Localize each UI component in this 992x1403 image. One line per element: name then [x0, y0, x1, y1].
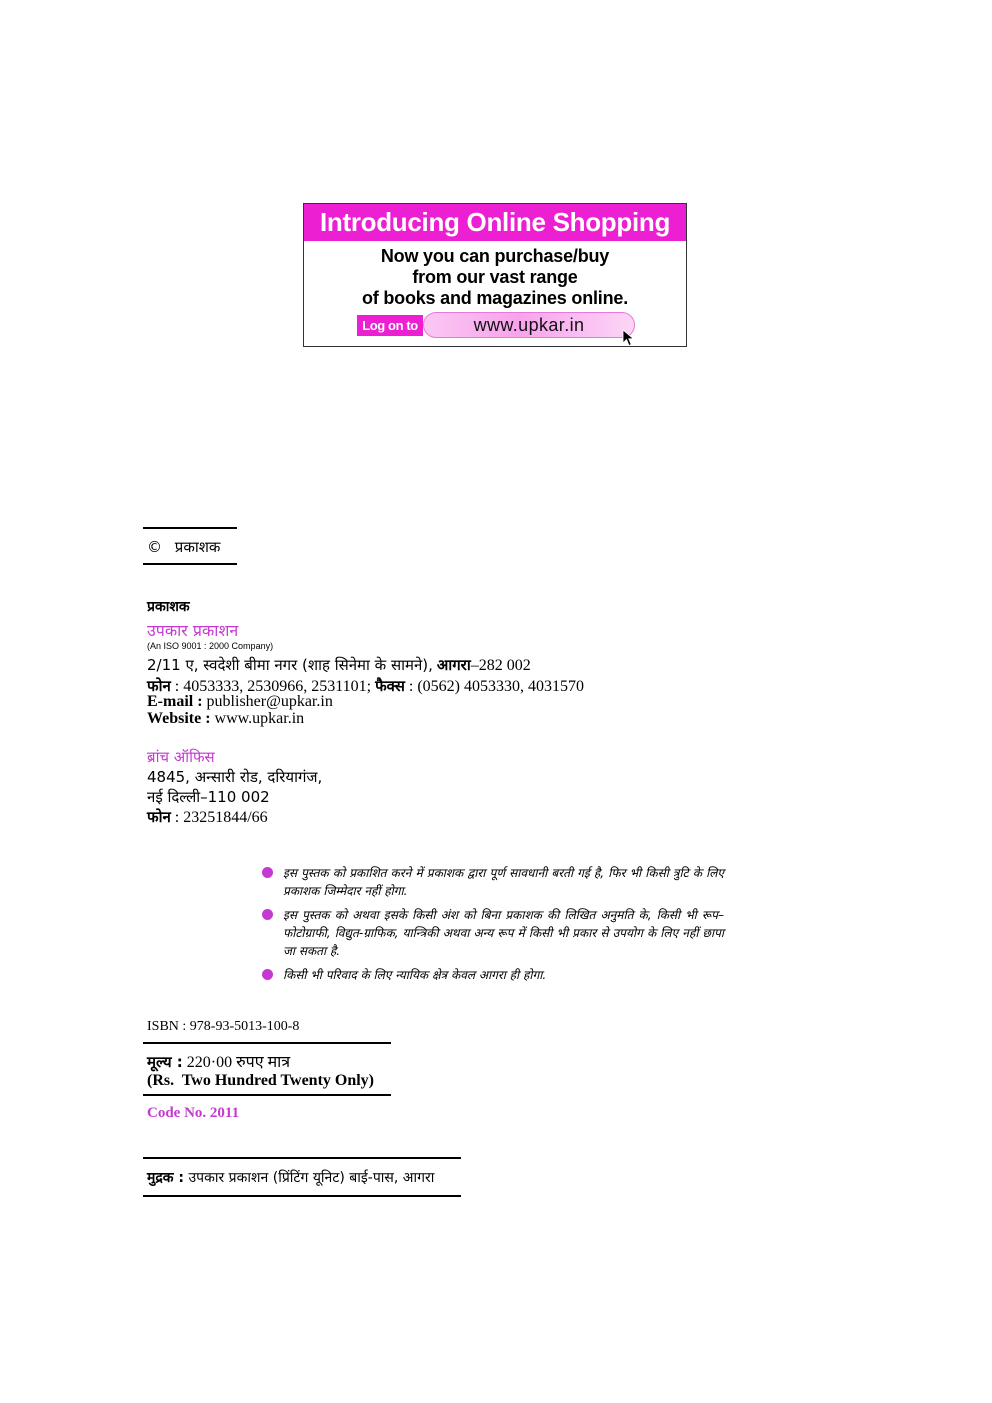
address-prefix: 2/11 ए, स्वदेशी बीमा नगर (शाह सिनेमा के सामने),	[147, 656, 433, 674]
ad-line-3: of books and magazines online.	[361, 288, 629, 308]
fax-numbers: : (0562) 4053330, 4031570	[408, 678, 584, 695]
disclaimer-text: किसी भी परिवाद के लिए न्यायिक क्षेत्र केवल आगरा ही होगा.	[283, 968, 547, 982]
email-address[interactable]: publisher@upkar.in	[206, 693, 333, 710]
printer-bottom-rule	[143, 1195, 461, 1197]
ad-url-link[interactable]: www.upkar.in	[423, 312, 635, 338]
branch-address-2-text: नई दिल्ली–110 002	[147, 788, 270, 806]
publisher-address	[147, 655, 531, 675]
printer-top-rule	[143, 1157, 461, 1159]
price-in-words: (Rs. Two Hundred Twenty Only)	[147, 1072, 375, 1089]
branch-title: ब्रांच ऑफिस	[147, 748, 215, 766]
ad-line-1: Now you can purchase/buy	[380, 246, 610, 266]
price-top-rule	[143, 1042, 391, 1044]
email-label: E-mail :	[147, 693, 203, 710]
copyright-line	[147, 537, 220, 557]
branch-phone	[147, 807, 268, 827]
code-number: Code No. 2011	[147, 1105, 240, 1121]
printer-value: उपकार प्रकाशन (प्रिंटिंग यूनिट) बाई-पास, आगरा	[188, 1170, 435, 1186]
address-pin: –282 002	[470, 657, 531, 674]
online-shopping-ad	[303, 203, 687, 347]
publisher-label: प्रकाशक	[147, 599, 190, 615]
fax-label: फैक्स	[375, 677, 405, 695]
website-line	[147, 710, 304, 728]
publisher-name: उपकार प्रकाशन	[147, 621, 239, 640]
bullet-dot-icon	[262, 969, 273, 980]
bullet-dot-icon	[262, 909, 273, 920]
ad-logon-label: Log on to	[357, 315, 423, 336]
website-label: Website :	[147, 710, 211, 727]
address-city: आगरा	[436, 656, 471, 674]
disclaimer-item	[262, 966, 724, 984]
branch-address-2	[147, 787, 270, 807]
disclaimer-text: इस पुस्तक को अथवा इसके किसी अंश को बिना प्रकाशक की लिखित अनुमति के, किसी भी रूप–फोटोग्राफी, विद्युत-ग्राफिक, यान्त्रिकी अथवा अन्य रूप में किसी भी प्रकार से उपयोग के लिए नहीं छापा जा सकता है.	[283, 908, 724, 958]
ad-header: Introducing Online Shopping	[304, 204, 686, 241]
branch-phone-label: फोन	[147, 808, 171, 826]
phone-label: फोन	[147, 677, 171, 695]
branch-address-1	[147, 767, 322, 787]
price-line	[147, 1050, 290, 1072]
bullet-dot-icon	[262, 867, 273, 878]
disclaimer-item	[262, 906, 724, 960]
branch-address-1-text: 4845, अन्सारी रोड, दरियागंज,	[147, 768, 323, 786]
printer-line	[147, 1168, 434, 1187]
isbn: ISBN : 978-93-5013-100-8	[147, 1019, 300, 1034]
phone-numbers: : 4053333, 2530966, 2531101;	[174, 678, 372, 695]
disclaimer-item	[262, 864, 724, 900]
email-line	[147, 693, 333, 711]
branch-phone-number: : 23251844/66	[174, 809, 268, 826]
copyright-bottom-rule	[143, 563, 237, 565]
price-bottom-rule	[143, 1094, 391, 1096]
copyright-top-rule	[143, 527, 237, 529]
price-label: मूल्य :	[147, 1053, 183, 1071]
copyright-text: प्रकाशक	[174, 538, 221, 556]
disclaimer-text: इस पुस्तक को प्रकाशित करने में प्रकाशक द्वारा पूर्ण सावधानी बरती गई है, फिर भी किसी त्रुटि के लिए प्रकाशक जिम्मेदार नहीं होगा.	[283, 866, 724, 898]
website-link[interactable]: www.upkar.in	[214, 710, 305, 727]
copyright-symbol: ©	[147, 538, 162, 556]
iso-certification: (An ISO 9001 : 2000 Company)	[147, 641, 274, 651]
cursor-arrow-icon	[622, 329, 636, 347]
printer-label: मुद्रक :	[147, 1170, 185, 1186]
price-value: 220·00 रुपए मात्र	[186, 1054, 291, 1071]
ad-line-2: from our vast range	[412, 267, 578, 287]
